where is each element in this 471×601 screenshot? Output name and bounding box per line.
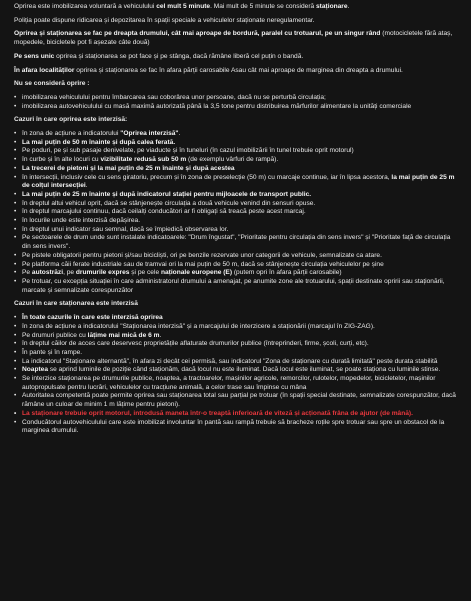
list-item: • Autoritatea competentă poate permite oprirea sau staționarea total sau parțial pe trotuar (în spații special destinate, semnalizate corespunzător, dacă rămâne un culoar de minim 1 m lățime pentru pietoni). bbox=[14, 392, 461, 409]
list-item: • în dreptul căilor de acces care deservesc proprietățile aflaturate drumurilor publice (întreprinderi, firme, școli, curți, etc). bbox=[14, 340, 461, 349]
list-item: • Pe platforma căii ferate industriale sau de tramvai ori la mai puțin de 50 m, dacă se stânjenește circulația vehiculelor pe șine bbox=[14, 261, 461, 270]
list-item: • Conducătorul autovehiculului care este imobilizat involuntar în pantă sau rampă trebuie să bracheze roțile spre trotuar sau spre un obstacol de la marginea drumului. bbox=[14, 419, 461, 436]
list-item: • imobilizarea autovehiculului cu masă maximă autorizată până la 3,5 tone pentru distribuirea mărfurilor alimentare la unități comerciale bbox=[14, 103, 461, 112]
list-item: • În pante și în rampe. bbox=[14, 349, 461, 358]
list-item: • în curbe și în alte locuri cu vizibilitate redusă sub 50 m (de exemplu vârfuri de rampă). bbox=[14, 156, 461, 165]
list-item: • Pe pistele obligatorii pentru pietoni și/sau bicicliști, ori pe benzile rezervate unor categorii de vehicule, semnalizate ca atare. bbox=[14, 252, 461, 261]
list-stop-forbidden bbox=[14, 130, 461, 295]
list-item: • Pe trotuar, cu excepția situației în care administratorul drumului a amenajat, pe anumite zone ale trotuarului, spații destinate opririi sau staționării, marcate și semnalizate corespunzător bbox=[14, 278, 461, 295]
list-item: • Pe poduri, pe și sub pasaje denivelate, pe viaducte și în tuneluri (în cazul imobilizării în tunel trebuie oprit motorul) bbox=[14, 147, 461, 156]
list-item: • imobilizarea vehiculului pentru îmbarcarea sau coborârea unor persoane, dacă nu se perturbă circulația; bbox=[14, 94, 461, 103]
heading-stop-forbidden: Cazuri în care oprirea este interzisă: bbox=[14, 116, 128, 124]
list-item: • în dreptul altui vehicul oprit, dacă se stânjenește circulația a două vehicule venind din sensuri opuse. bbox=[14, 200, 461, 209]
list-item-warning: • La staționare trebuie oprit motorul, introdusă maneta într-o treaptă inferioară de viteză și acționată frâna de ajutor (de mână). bbox=[14, 410, 461, 419]
list-item: • Noaptea se aprind luminile de poziție când staționăm, dacă locul nu este iluminat. Dacă locul este iluminat, se poate staționa cu luminile stinse. bbox=[14, 366, 461, 375]
list-item: • În toate cazurile în care este interzisă oprirea bbox=[14, 314, 461, 323]
list-item: • în locurile unde este interzisă depășirea. bbox=[14, 217, 461, 226]
paragraph-police: Poliția poate dispune ridicarea și depozitarea în spații speciale a vehiculelor staționate neregulamentar. bbox=[14, 16, 315, 24]
list-item: • Pe autostrăzi, pe drumurile expres și pe cele naționale europene (E) (putem opri în afara părții carosabile) bbox=[14, 269, 461, 278]
list-parking-forbidden bbox=[14, 314, 461, 436]
list-item: • în zona de acțiune a indicatorului "Staționarea interzisă" și a marcajului de interzicere a staționării (marcajul în ZIG-ZAG). bbox=[14, 323, 461, 332]
list-item: • La trecerei de pietoni și la mai puțin de 25 m înainte și după acestea bbox=[14, 165, 461, 174]
list-item: • în zona de acțiune a indicatorului "Oprirea interzisă". bbox=[14, 130, 461, 139]
list-item: • La indicatorul "Staționare alternantă", în afara zi decât cei permisă, sau indicatorul "Zona de staționare cu durată limitată" peste durata stabilită bbox=[14, 358, 461, 367]
paragraph-outside-localities: În afara localităților oprirea și staționarea se fac în afara părții carosabile Asau cât mai aproape de marginea din dreapta a drumului. bbox=[14, 66, 403, 74]
list-item: • La mai puțin de 50 m înainte și după calea ferată. bbox=[14, 139, 461, 148]
paragraph-one-way: Pe sens unic oprirea și staționarea se pot face și pe stânga, dacă rămâne liberă cel puțin o bandă. bbox=[14, 52, 304, 60]
list-item: • Se interzice staționarea pe drumurile publice, noaptea, a tractoarelor, mașinilor agricole, remorcilor, rulotelor, mopedelor, bicicletelor, mașinilor autopropulsate pentru lucrări, vehiculelor cu tracțiune animală, a celor trase sau împinse cu mâna bbox=[14, 375, 461, 392]
heading-parking-forbidden: Cazuri în care staționarea este interzisă bbox=[14, 300, 138, 308]
heading-not-considered-stop: Nu se consideră oprire : bbox=[14, 80, 90, 88]
list-item: • în dreptul unui indicator sau semnal, dacă se împiedică observarea lor. bbox=[14, 226, 461, 235]
list-item: • La mai puțin de 25 m înainte și după indicatorul stației pentru mijloacele de transport public. bbox=[14, 191, 461, 200]
list-item: • în intersecții, inclusiv cele cu sens giratoriu, precum și în zona de preselecție (50 m) cu marcaje continue, iar în lipsa acestora, la mai puțin de 25 m de colțul intersecției. bbox=[14, 174, 461, 191]
list-item: • Pe sectoarele de drum unde sunt instalate indicatoarele: "Drum îngustat", "Prioritate pentru circulația din sens invers" și "Prioritate față de circulația din sens invers". bbox=[14, 234, 461, 251]
paragraph-right-side: Oprirea și staționarea se fac pe dreapta drumului, cât mai aproape de bordură, paralel cu trotuarul, pe un singur rând (motocicletele fără ataș, mopedele, bicicletele pot fi așezate câte două) bbox=[14, 30, 453, 47]
list-item: • în dreptul marcajului continuu, dacă ceilalți conducători ar fi obligați să treacă peste acest marcaj. bbox=[14, 208, 461, 217]
list-item: • Pe drumuri publice cu lățime mai mică de 6 m. bbox=[14, 332, 461, 341]
paragraph-definition: Oprirea este imobilizarea voluntară a vehiculului cel mult 5 minute. Mai mult de 5 minute se consideră staționare. bbox=[14, 3, 350, 10]
list-not-considered-stop bbox=[14, 94, 461, 111]
